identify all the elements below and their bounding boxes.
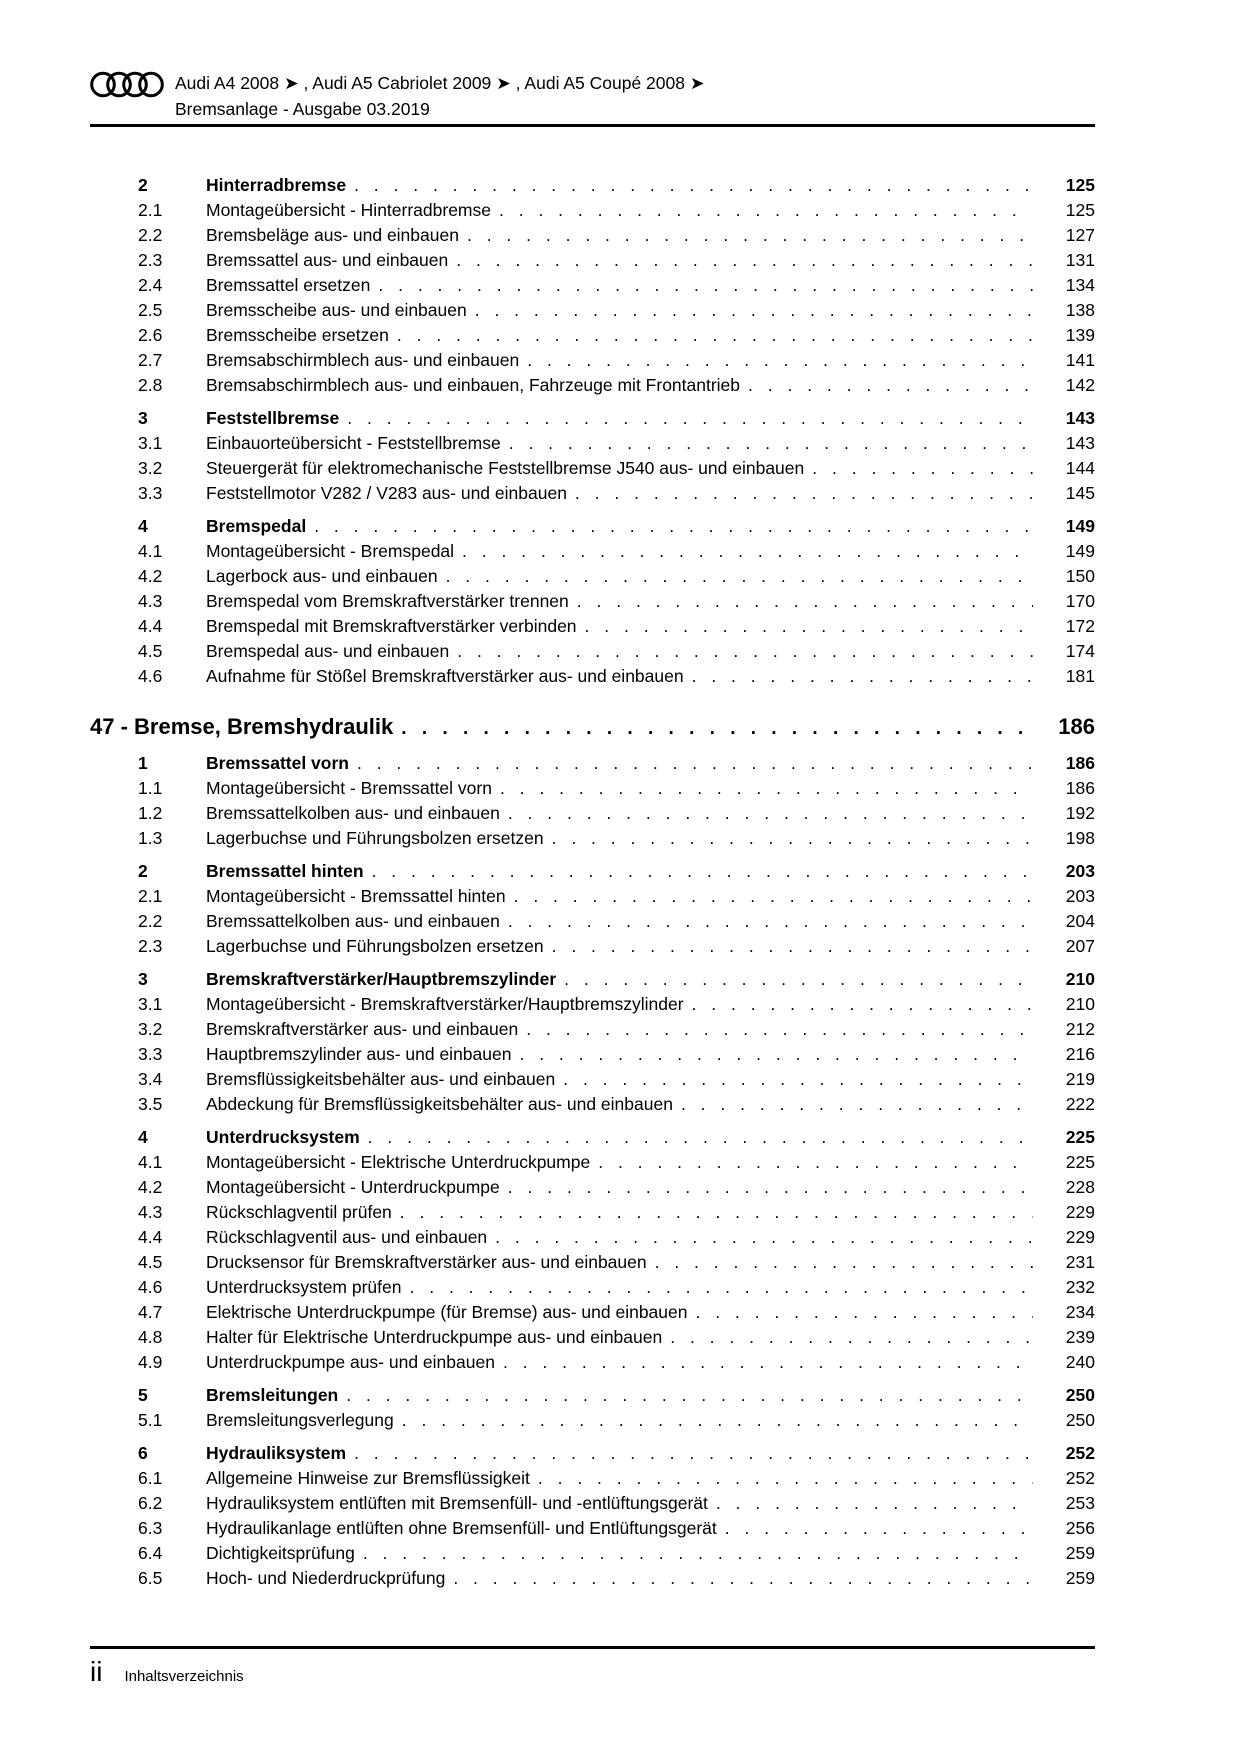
- toc-entry-number: 2.2: [138, 225, 163, 245]
- toc-entry-title: Bremspedal mit Bremskraftverstärker verbinden: [206, 616, 577, 636]
- toc-entry-page: 231: [1065, 1252, 1095, 1272]
- toc-entry-page: 256: [1065, 1518, 1095, 1538]
- toc-entry: [90, 564, 1095, 589]
- footer-rule: [90, 1646, 1095, 1649]
- toc-entry-number: 4.1: [138, 541, 163, 561]
- toc-entry: [90, 198, 1095, 223]
- toc-entry: [90, 1200, 1095, 1225]
- toc-entry-page: 252: [1065, 1443, 1095, 1463]
- toc-entry-title: Montageübersicht - Bremssattel vorn: [206, 778, 492, 798]
- toc-entry-page: 228: [1065, 1177, 1095, 1197]
- toc-entry: [90, 826, 1095, 851]
- toc-entry-number: 1.2: [138, 803, 163, 823]
- toc-entry: [90, 1383, 1095, 1408]
- toc-entry-page: 143: [1065, 433, 1095, 453]
- toc-entry-title: Drucksensor für Bremskraftverstärker aus- und einbauen: [206, 1252, 647, 1272]
- toc-entry-page: 253: [1065, 1493, 1095, 1513]
- toc-entry-title: Bremssattelkolben aus- und einbauen: [206, 803, 500, 823]
- toc-entry-title: Lagerbuchse und Führungsbolzen ersetzen: [206, 828, 544, 848]
- toc-entry: [90, 884, 1095, 909]
- toc-entry-title: Bremspedal vom Bremskraftverstärker trennen: [206, 591, 569, 611]
- toc-entry-page: 125: [1065, 200, 1095, 220]
- dot-leader: [655, 1250, 1033, 1275]
- toc-entry-number: 6.3: [138, 1518, 163, 1538]
- toc-entry-page: 186: [1065, 753, 1095, 773]
- toc-entry: [90, 1150, 1095, 1175]
- toc-entry-title: Feststellmotor V282 / V283 aus- und einbauen: [206, 483, 567, 503]
- toc-entry-number: 2.3: [138, 936, 163, 956]
- dot-leader: [692, 664, 1033, 689]
- toc-entry-title: Montageübersicht - Bremssattel hinten: [206, 886, 506, 906]
- header-brand-row: [90, 70, 1095, 122]
- toc-entry: [90, 481, 1095, 506]
- toc-entry: [90, 1350, 1095, 1375]
- toc-entry-number: 1.3: [138, 828, 163, 848]
- toc-entry-number: 1: [138, 753, 148, 773]
- toc-entry-title: Montageübersicht - Hinterradbremse: [206, 200, 491, 220]
- dot-leader: [314, 514, 1033, 539]
- page-footer: [90, 1646, 1095, 1687]
- toc-entry-number: 3.1: [138, 433, 163, 453]
- toc-entry-page: 225: [1065, 1127, 1095, 1147]
- toc-entry-page: 203: [1065, 886, 1095, 906]
- toc-entry: [90, 751, 1095, 776]
- toc-entry-number: 6.4: [138, 1543, 163, 1563]
- toc-entry-title: Bremskraftverstärker aus- und einbauen: [206, 1019, 519, 1039]
- dot-leader: [725, 1516, 1033, 1541]
- toc-entry-page: 172: [1065, 616, 1095, 636]
- page-header: [90, 70, 1095, 127]
- toc-entry: [90, 1408, 1095, 1433]
- toc-entry-page: 229: [1065, 1202, 1095, 1222]
- toc-entry: [90, 1491, 1095, 1516]
- toc-entry-page: 250: [1065, 1410, 1095, 1430]
- toc-entry-page: 239: [1065, 1327, 1095, 1347]
- toc-entry-title: Hinterradbremse: [206, 175, 347, 195]
- toc-entry: [90, 1067, 1095, 1092]
- toc-entry-number: 6: [138, 1443, 148, 1463]
- toc-entry-page: 234: [1065, 1302, 1095, 1322]
- toc-entry-page: 225: [1065, 1152, 1095, 1172]
- toc-entry-number: 2.2: [138, 911, 163, 931]
- toc-entry: [90, 539, 1095, 564]
- toc-entry-title: Bremssattelkolben aus- und einbauen: [206, 911, 500, 931]
- toc-entry-page: 219: [1065, 1069, 1095, 1089]
- toc-entry-title: Lagerbock aus- und einbauen: [206, 566, 438, 586]
- toc-entry-page: 216: [1065, 1044, 1095, 1064]
- dot-leader: [401, 713, 1033, 745]
- dot-leader: [500, 776, 1033, 801]
- toc-entry-number: 4.6: [138, 1277, 163, 1297]
- toc-entry-page: 141: [1065, 350, 1095, 370]
- dot-leader: [354, 1441, 1033, 1466]
- toc-entry-page: 138: [1065, 300, 1095, 320]
- toc-entry-page: 181: [1065, 666, 1095, 686]
- toc-entry-page: 149: [1065, 541, 1095, 561]
- toc-entry-number: 3.4: [138, 1069, 163, 1089]
- toc-entry-title: Bremssattel aus- und einbauen: [206, 250, 449, 270]
- toc-entry-title: Elektrische Unterdruckpumpe (für Bremse) aus- und einbauen: [206, 1302, 688, 1322]
- dot-leader: [526, 1017, 1033, 1042]
- toc-entry-number: 5.1: [138, 1410, 163, 1430]
- toc-entry: [90, 1466, 1095, 1491]
- toc-entry-title: Abdeckung für Bremsflüssigkeitsbehälter aus- und einbauen: [206, 1094, 673, 1114]
- dot-leader: [527, 348, 1033, 373]
- dot-leader: [372, 859, 1033, 884]
- toc-entry: [90, 1125, 1095, 1150]
- toc-entry-number: 4: [138, 1127, 148, 1147]
- toc-entry: [90, 1441, 1095, 1466]
- toc-entry-number: 4.5: [138, 1252, 163, 1272]
- toc-entry-page: 198: [1065, 828, 1095, 848]
- toc-entry-number: 2.1: [138, 200, 163, 220]
- toc-entry: [90, 1092, 1095, 1117]
- toc-entry-number: 6.2: [138, 1493, 163, 1513]
- dot-leader: [456, 248, 1033, 273]
- dot-leader: [378, 273, 1033, 298]
- toc-entry: [90, 1225, 1095, 1250]
- dot-leader: [467, 223, 1033, 248]
- dot-leader: [499, 198, 1033, 223]
- toc-entry-number: 4.3: [138, 1202, 163, 1222]
- toc-entry-number: 3.1: [138, 994, 163, 1014]
- header-subtitle-line: Bremsanlage - Ausgabe 03.2019: [175, 99, 430, 119]
- toc-entry: [90, 664, 1095, 689]
- toc-entry-title: Montageübersicht - Bremskraftverstärker/Hauptbremszylinder: [206, 994, 684, 1014]
- toc-entry-number: 3.5: [138, 1094, 163, 1114]
- toc-entry-page: 174: [1065, 641, 1095, 661]
- toc-entry-page: 212: [1065, 1019, 1095, 1039]
- toc-entry-number: 5: [138, 1385, 148, 1405]
- toc-entry: [90, 223, 1095, 248]
- toc-entry-number: 2.1: [138, 886, 163, 906]
- toc-entry-page: 210: [1065, 994, 1095, 1014]
- toc-entry-number: 4.2: [138, 1177, 163, 1197]
- dot-leader: [508, 1175, 1033, 1200]
- dot-leader: [475, 298, 1033, 323]
- toc-entry: [90, 323, 1095, 348]
- toc-entry-title: Montageübersicht - Bremspedal: [206, 541, 455, 561]
- toc-entry: [90, 273, 1095, 298]
- dot-leader: [509, 431, 1033, 456]
- toc-entry-page: 222: [1065, 1094, 1095, 1114]
- toc-entry-page: 250: [1065, 1385, 1095, 1405]
- toc-entry: [90, 514, 1095, 539]
- toc-entry: [90, 934, 1095, 959]
- toc-entry-title: Bremssattel ersetzen: [206, 275, 371, 295]
- toc-entry: [90, 1541, 1095, 1566]
- toc-entry-title: Unterdrucksystem: [206, 1127, 360, 1147]
- toc-entry-title: Allgemeine Hinweise zur Bremsflüssigkeit: [206, 1468, 530, 1488]
- toc-entry-title: Hoch- und Niederdruckprüfung: [206, 1568, 446, 1588]
- toc-entry-number: 2.3: [138, 250, 163, 270]
- toc-entry-title: Hydrauliksystem entlüften mit Bremsenfüll- und -entlüftungsgerät: [206, 1493, 708, 1513]
- toc-entry-page: 125: [1065, 175, 1095, 195]
- toc-entry: [90, 1017, 1095, 1042]
- toc-entry-number: 2.6: [138, 325, 163, 345]
- dot-leader: [346, 1383, 1033, 1408]
- dot-leader: [552, 826, 1033, 851]
- toc-entry-title: Bremsscheibe aus- und einbauen: [206, 300, 467, 320]
- toc-entry-page: 142: [1065, 375, 1095, 395]
- toc-entry: [90, 456, 1095, 481]
- toc-entry-page: 210: [1065, 969, 1095, 989]
- dot-leader: [453, 1566, 1033, 1591]
- toc-entry-page: 145: [1065, 483, 1095, 503]
- toc-entry-page: 127: [1065, 225, 1095, 245]
- footer-label: Inhaltsverzeichnis: [124, 1668, 244, 1685]
- toc-entry-page: 252: [1065, 1468, 1095, 1488]
- toc-entry-title: Bremspedal aus- und einbauen: [206, 641, 450, 661]
- dot-leader: [368, 1125, 1033, 1150]
- toc-entry-title: Einbauorteübersicht - Feststellbremse: [206, 433, 501, 453]
- toc-entry: [90, 1300, 1095, 1325]
- toc-entry-number: 3.3: [138, 483, 163, 503]
- toc-entry: [90, 776, 1095, 801]
- toc-entry: [90, 859, 1095, 884]
- toc-entry-number: 4.8: [138, 1327, 163, 1347]
- toc-entry-title: Bremsleitungen: [206, 1385, 339, 1405]
- footer-row: [90, 1657, 1095, 1687]
- toc-entry-title: Bremsflüssigkeitsbehälter aus- und einbauen: [206, 1069, 556, 1089]
- toc-entry-page: 139: [1065, 325, 1095, 345]
- dot-leader: [400, 1200, 1033, 1225]
- toc-entry-number: 4.5: [138, 641, 163, 661]
- toc-entry-title: Bremspedal: [206, 516, 307, 536]
- dot-leader: [670, 1325, 1033, 1350]
- toc-entry: [90, 967, 1095, 992]
- toc-entry-title: Montageübersicht - Unterdruckpumpe: [206, 1177, 500, 1197]
- toc-entry-title: Bremsabschirmblech aus- und einbauen: [206, 350, 520, 370]
- toc-entry: [90, 909, 1095, 934]
- header-rule: [90, 124, 1095, 127]
- toc-entry-number: 2.7: [138, 350, 163, 370]
- toc-entry-page: 203: [1065, 861, 1095, 881]
- dot-leader: [354, 173, 1033, 198]
- toc-entry-number: 3.2: [138, 458, 163, 478]
- toc-entry-title: Bremssattel vorn: [206, 753, 349, 773]
- toc-entry-title: Bremsleitungsverlegung: [206, 1410, 394, 1430]
- toc-entry-page: 186: [1058, 714, 1095, 739]
- toc-entry-number: 4.3: [138, 591, 163, 611]
- toc-entry: [90, 801, 1095, 826]
- toc-entry-page: 207: [1065, 936, 1095, 956]
- dot-leader: [585, 614, 1033, 639]
- toc-entry-number: 4.9: [138, 1352, 163, 1372]
- toc-entry-title: Bremssattel hinten: [206, 861, 364, 881]
- toc-entry-page: 232: [1065, 1277, 1095, 1297]
- dot-leader: [748, 373, 1033, 398]
- toc-entry-title: Lagerbuchse und Führungsbolzen ersetzen: [206, 936, 544, 956]
- toc-entry-title: Hydraulikanlage entlüften ohne Bremsenfüll- und Entlüftungsgerät: [206, 1518, 717, 1538]
- footer-page-number: ii: [90, 1656, 103, 1687]
- toc-entry-number: 2.4: [138, 275, 163, 295]
- dot-leader: [564, 967, 1033, 992]
- dot-leader: [563, 1067, 1033, 1092]
- dot-leader: [457, 639, 1033, 664]
- toc-entry-title: Hydrauliksystem: [206, 1443, 347, 1463]
- toc-entry-page: 143: [1065, 408, 1095, 428]
- toc-entry-number: 4.7: [138, 1302, 163, 1322]
- toc-entry: [90, 1175, 1095, 1200]
- toc-entry: [90, 298, 1095, 323]
- toc-entry-number: 3: [138, 969, 148, 989]
- toc-entry-title: Bremsscheibe ersetzen: [206, 325, 389, 345]
- dot-leader: [402, 1408, 1033, 1433]
- toc-entry: [90, 406, 1095, 431]
- audi-rings-icon: [90, 71, 164, 98]
- toc-entry-page: 259: [1065, 1543, 1095, 1563]
- toc-entry: [90, 589, 1095, 614]
- dot-leader: [508, 909, 1033, 934]
- toc-entry-title: Bremskraftverstärker/Hauptbremszylinder: [206, 969, 557, 989]
- toc-entry-title: Halter für Elektrische Unterdruckpumpe aus- und einbauen: [206, 1327, 663, 1347]
- toc-entry-page: 149: [1065, 516, 1095, 536]
- toc-entry-title: 47 - Bremse, Bremshydraulik: [90, 714, 394, 739]
- toc-entry-number: 3.2: [138, 1019, 163, 1039]
- toc-entry-number: 2: [138, 175, 148, 195]
- dot-leader: [397, 323, 1033, 348]
- dot-leader: [552, 934, 1033, 959]
- toc-entry: [90, 639, 1095, 664]
- toc-entry-title: Aufnahme für Stößel Bremskraftverstärker aus- und einbauen: [206, 666, 684, 686]
- dot-leader: [577, 589, 1033, 614]
- toc-entry-title: Unterdruckpumpe aus- und einbauen: [206, 1352, 495, 1372]
- toc-entry-page: 170: [1065, 591, 1095, 611]
- toc-entry-title: Bremsabschirmblech aus- und einbauen, Fahrzeuge mit Frontantrieb: [206, 375, 741, 395]
- toc-entry-number: 4: [138, 516, 148, 536]
- toc-entry-number: 4.6: [138, 666, 163, 686]
- toc-entry-page: 134: [1065, 275, 1095, 295]
- toc-entry: [90, 1250, 1095, 1275]
- toc-entry-title: Hauptbremszylinder aus- und einbauen: [206, 1044, 512, 1064]
- dot-leader: [446, 564, 1033, 589]
- dot-leader: [410, 1275, 1034, 1300]
- toc-entry-title: Montageübersicht - Elektrische Unterdruckpumpe: [206, 1152, 591, 1172]
- toc-entry-page: 259: [1065, 1568, 1095, 1588]
- toc-entry-number: 1.1: [138, 778, 163, 798]
- dot-leader: [347, 406, 1033, 431]
- toc-entry-number: 2.5: [138, 300, 163, 320]
- toc-entry-number: 2.8: [138, 375, 163, 395]
- dot-leader: [462, 539, 1033, 564]
- dot-leader: [692, 992, 1033, 1017]
- toc-entry-number: 4.4: [138, 1227, 163, 1247]
- toc-entry-number: 3: [138, 408, 148, 428]
- dot-leader: [716, 1491, 1033, 1516]
- dot-leader: [695, 1300, 1033, 1325]
- dot-leader: [598, 1150, 1033, 1175]
- toc-entry-page: 144: [1065, 458, 1095, 478]
- toc-entry: [90, 1042, 1095, 1067]
- dot-leader: [508, 801, 1033, 826]
- toc-entry-title: Dichtigkeitsprüfung: [206, 1543, 355, 1563]
- toc-entry: [90, 1275, 1095, 1300]
- dot-leader: [363, 1541, 1033, 1566]
- toc-entry-page: 240: [1065, 1352, 1095, 1372]
- toc-entry: [90, 992, 1095, 1017]
- dot-leader: [575, 481, 1033, 506]
- toc-entry-title: Feststellbremse: [206, 408, 340, 428]
- toc-entry-page: 186: [1065, 778, 1095, 798]
- toc-entry-number: 6.1: [138, 1468, 163, 1488]
- dot-leader: [538, 1466, 1033, 1491]
- dot-leader: [681, 1092, 1033, 1117]
- toc-entry-title: Steuergerät für elektromechanische Feststellbremse J540 aus- und einbauen: [206, 458, 805, 478]
- header-model-line: Audi A4 2008 ➤ , Audi A5 Cabriolet 2009 ➤ , Audi A5 Coupé 2008 ➤: [175, 73, 705, 93]
- toc-entry-title: Rückschlagventil aus- und einbauen: [206, 1227, 488, 1247]
- dot-leader: [812, 456, 1033, 481]
- toc-list: [90, 165, 1095, 1591]
- toc-entry: [90, 1516, 1095, 1541]
- toc-entry: [90, 431, 1095, 456]
- toc-entry-page: 150: [1065, 566, 1095, 586]
- toc-entry-title: Rückschlagventil prüfen: [206, 1202, 392, 1222]
- toc-entry-page: 192: [1065, 803, 1095, 823]
- header-text-block: [175, 70, 705, 122]
- toc-entry: [90, 373, 1095, 398]
- toc-entry: [90, 173, 1095, 198]
- toc-entry: [90, 1566, 1095, 1591]
- toc-entry-page: 131: [1065, 250, 1095, 270]
- dot-leader: [519, 1042, 1033, 1067]
- toc-entry-number: 3.3: [138, 1044, 163, 1064]
- dot-leader: [503, 1350, 1033, 1375]
- toc-entry-number: 4.1: [138, 1152, 163, 1172]
- toc-entry-title: Unterdrucksystem prüfen: [206, 1277, 402, 1297]
- toc-entry-number: 2: [138, 861, 148, 881]
- toc-entry: [90, 711, 1095, 743]
- dot-leader: [514, 884, 1033, 909]
- toc-entry-page: 229: [1065, 1227, 1095, 1247]
- toc-entry: [90, 614, 1095, 639]
- toc-entry-number: 4.4: [138, 616, 163, 636]
- toc-entry-number: 4.2: [138, 566, 163, 586]
- toc-entry-number: 6.5: [138, 1568, 163, 1588]
- toc-entry: [90, 1325, 1095, 1350]
- dot-leader: [357, 751, 1033, 776]
- toc-entry-title: Bremsbeläge aus- und einbauen: [206, 225, 459, 245]
- dot-leader: [495, 1225, 1033, 1250]
- toc-entry: [90, 348, 1095, 373]
- toc-entry-page: 204: [1065, 911, 1095, 931]
- toc-entry: [90, 248, 1095, 273]
